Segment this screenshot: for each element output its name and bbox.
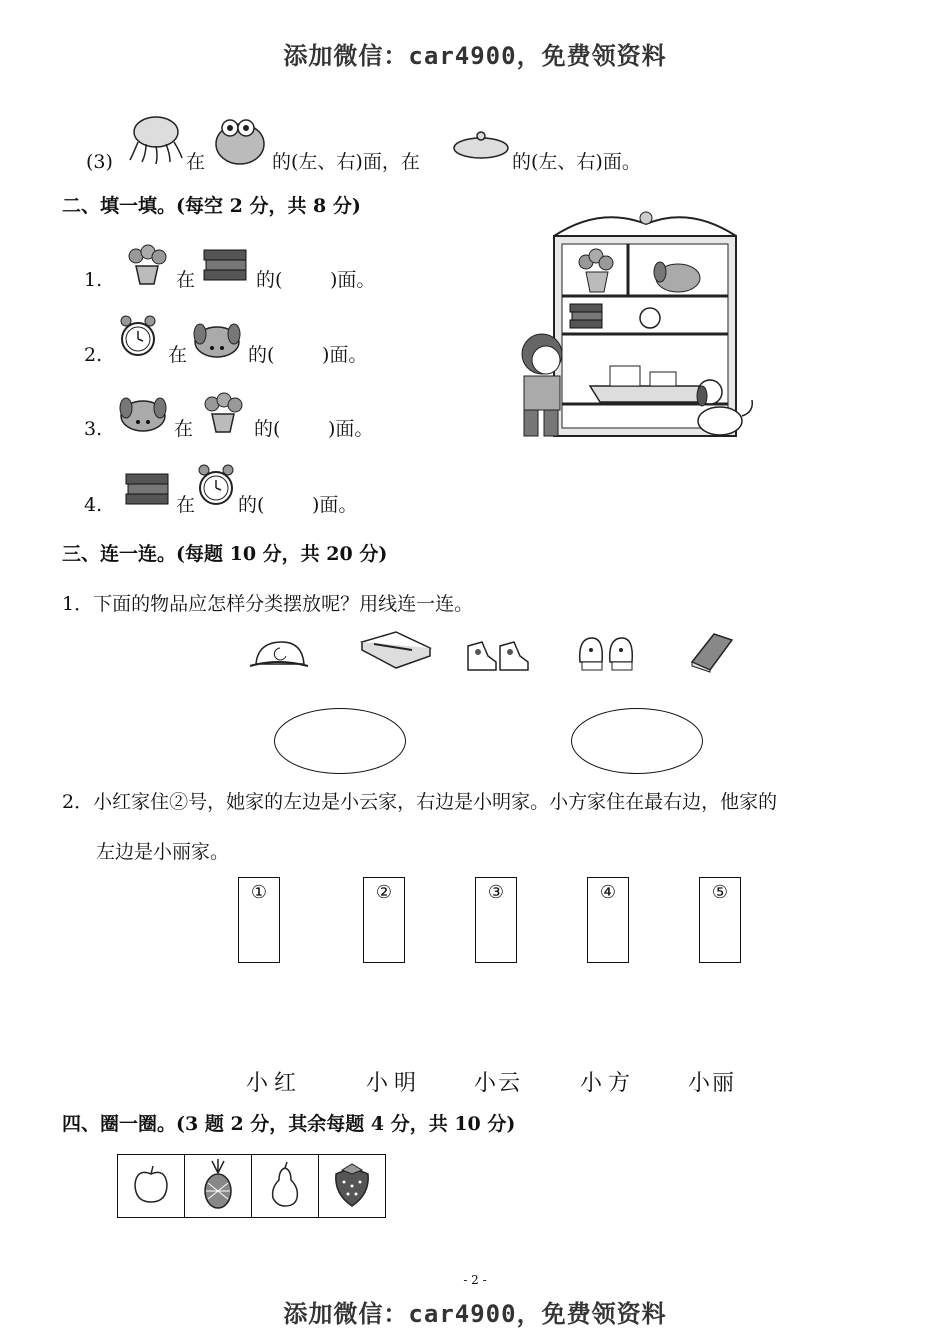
shelf-scene-illustration	[510, 206, 760, 456]
cap-icon	[248, 636, 310, 676]
house-box-1: ①	[238, 877, 280, 963]
books-icon	[122, 470, 172, 510]
s2-item4-end: )面。	[312, 494, 358, 516]
name-xiaofang: 小方	[580, 1071, 637, 1096]
pear-icon	[265, 1160, 305, 1208]
s2-item4-num: 4.	[84, 494, 103, 516]
puppy-toy-icon	[118, 392, 168, 434]
mittens-icon	[574, 632, 640, 674]
house-box-4: ④	[587, 877, 629, 963]
name-xiaoyun: 小云	[474, 1071, 523, 1096]
apple-icon	[131, 1162, 171, 1206]
puppy-toy-icon	[192, 318, 242, 360]
page-number: - 2 -	[463, 1273, 487, 1287]
fruit-table	[117, 1154, 386, 1218]
s2-item2-de: 的(	[248, 344, 275, 366]
category-circle-left[interactable]	[274, 708, 406, 774]
q3-zai: 在	[186, 151, 206, 173]
s2-item3-num: 3.	[84, 418, 103, 440]
flowerpot-icon	[122, 244, 172, 286]
s3-q2-text-line1: 2．小红家住②号，她家的左边是小云家，右边是小明家。小方家住在最右边，他家的	[62, 791, 778, 813]
s2-item1-de: 的(	[256, 269, 283, 291]
fruit-cell-pineapple[interactable]	[185, 1155, 252, 1218]
s3-q2-text-line2: 左边是小丽家。	[96, 841, 230, 863]
books-icon	[200, 246, 250, 286]
house-box-3: ③	[475, 877, 517, 963]
book-icon	[688, 630, 736, 674]
hat-image	[452, 128, 510, 162]
name-xiaoli: 小丽	[688, 1071, 737, 1096]
s2-item1-zai: 在	[176, 269, 196, 291]
house-box-5: ⑤	[699, 877, 741, 963]
alarm-clock-icon	[118, 313, 158, 359]
fruit-cell-pear[interactable]	[252, 1155, 319, 1218]
s2-item4-de: 的(	[238, 494, 265, 516]
watermark-top: 添加微信：car4900，免费领资料	[283, 42, 667, 70]
pencil-case-icon	[356, 628, 434, 674]
flowerpot-icon	[198, 392, 248, 434]
s2-item2-end: )面。	[322, 344, 368, 366]
fruit-cell-strawberry[interactable]	[319, 1155, 386, 1218]
fruit-cell-apple[interactable]	[118, 1155, 185, 1218]
name-xiaohong: 小红	[246, 1071, 303, 1096]
turtle-image	[212, 114, 268, 166]
watermark-bottom: 添加微信：car4900，免费领资料	[283, 1300, 667, 1328]
s2-item3-de: 的(	[254, 418, 281, 440]
section4-heading: 四、圈一圈。(3 题 2 分，其余每题 4 分，共 10 分)	[62, 1113, 516, 1135]
q3-end: 的(左、右)面。	[512, 151, 641, 173]
jellyfish-image	[126, 112, 186, 164]
q3-number: (3)	[86, 151, 113, 173]
name-xiaoming: 小明	[366, 1071, 423, 1096]
q3-middle: 的(左、右)面，在	[272, 151, 420, 173]
s2-item4-zai: 在	[176, 494, 196, 516]
house-box-2: ②	[363, 877, 405, 963]
s2-item3-end: )面。	[328, 418, 374, 440]
s2-item2-num: 2.	[84, 344, 103, 366]
category-circle-right[interactable]	[571, 708, 703, 774]
alarm-clock-icon	[196, 462, 236, 508]
section2-heading: 二、填一填。(每空 2 分，共 8 分)	[62, 195, 361, 217]
s3-q1-text: 1．下面的物品应怎样分类摆放呢？用线连一连。	[62, 593, 474, 615]
s2-item1-end: )面。	[330, 269, 376, 291]
s2-item1-num: 1.	[84, 269, 103, 291]
pineapple-icon	[198, 1159, 238, 1209]
shoes-icon	[464, 636, 532, 676]
strawberry-icon	[330, 1160, 374, 1208]
s2-item2-zai: 在	[168, 344, 188, 366]
s2-item3-zai: 在	[174, 418, 194, 440]
section3-heading: 三、连一连。(每题 10 分，共 20 分)	[62, 543, 388, 565]
